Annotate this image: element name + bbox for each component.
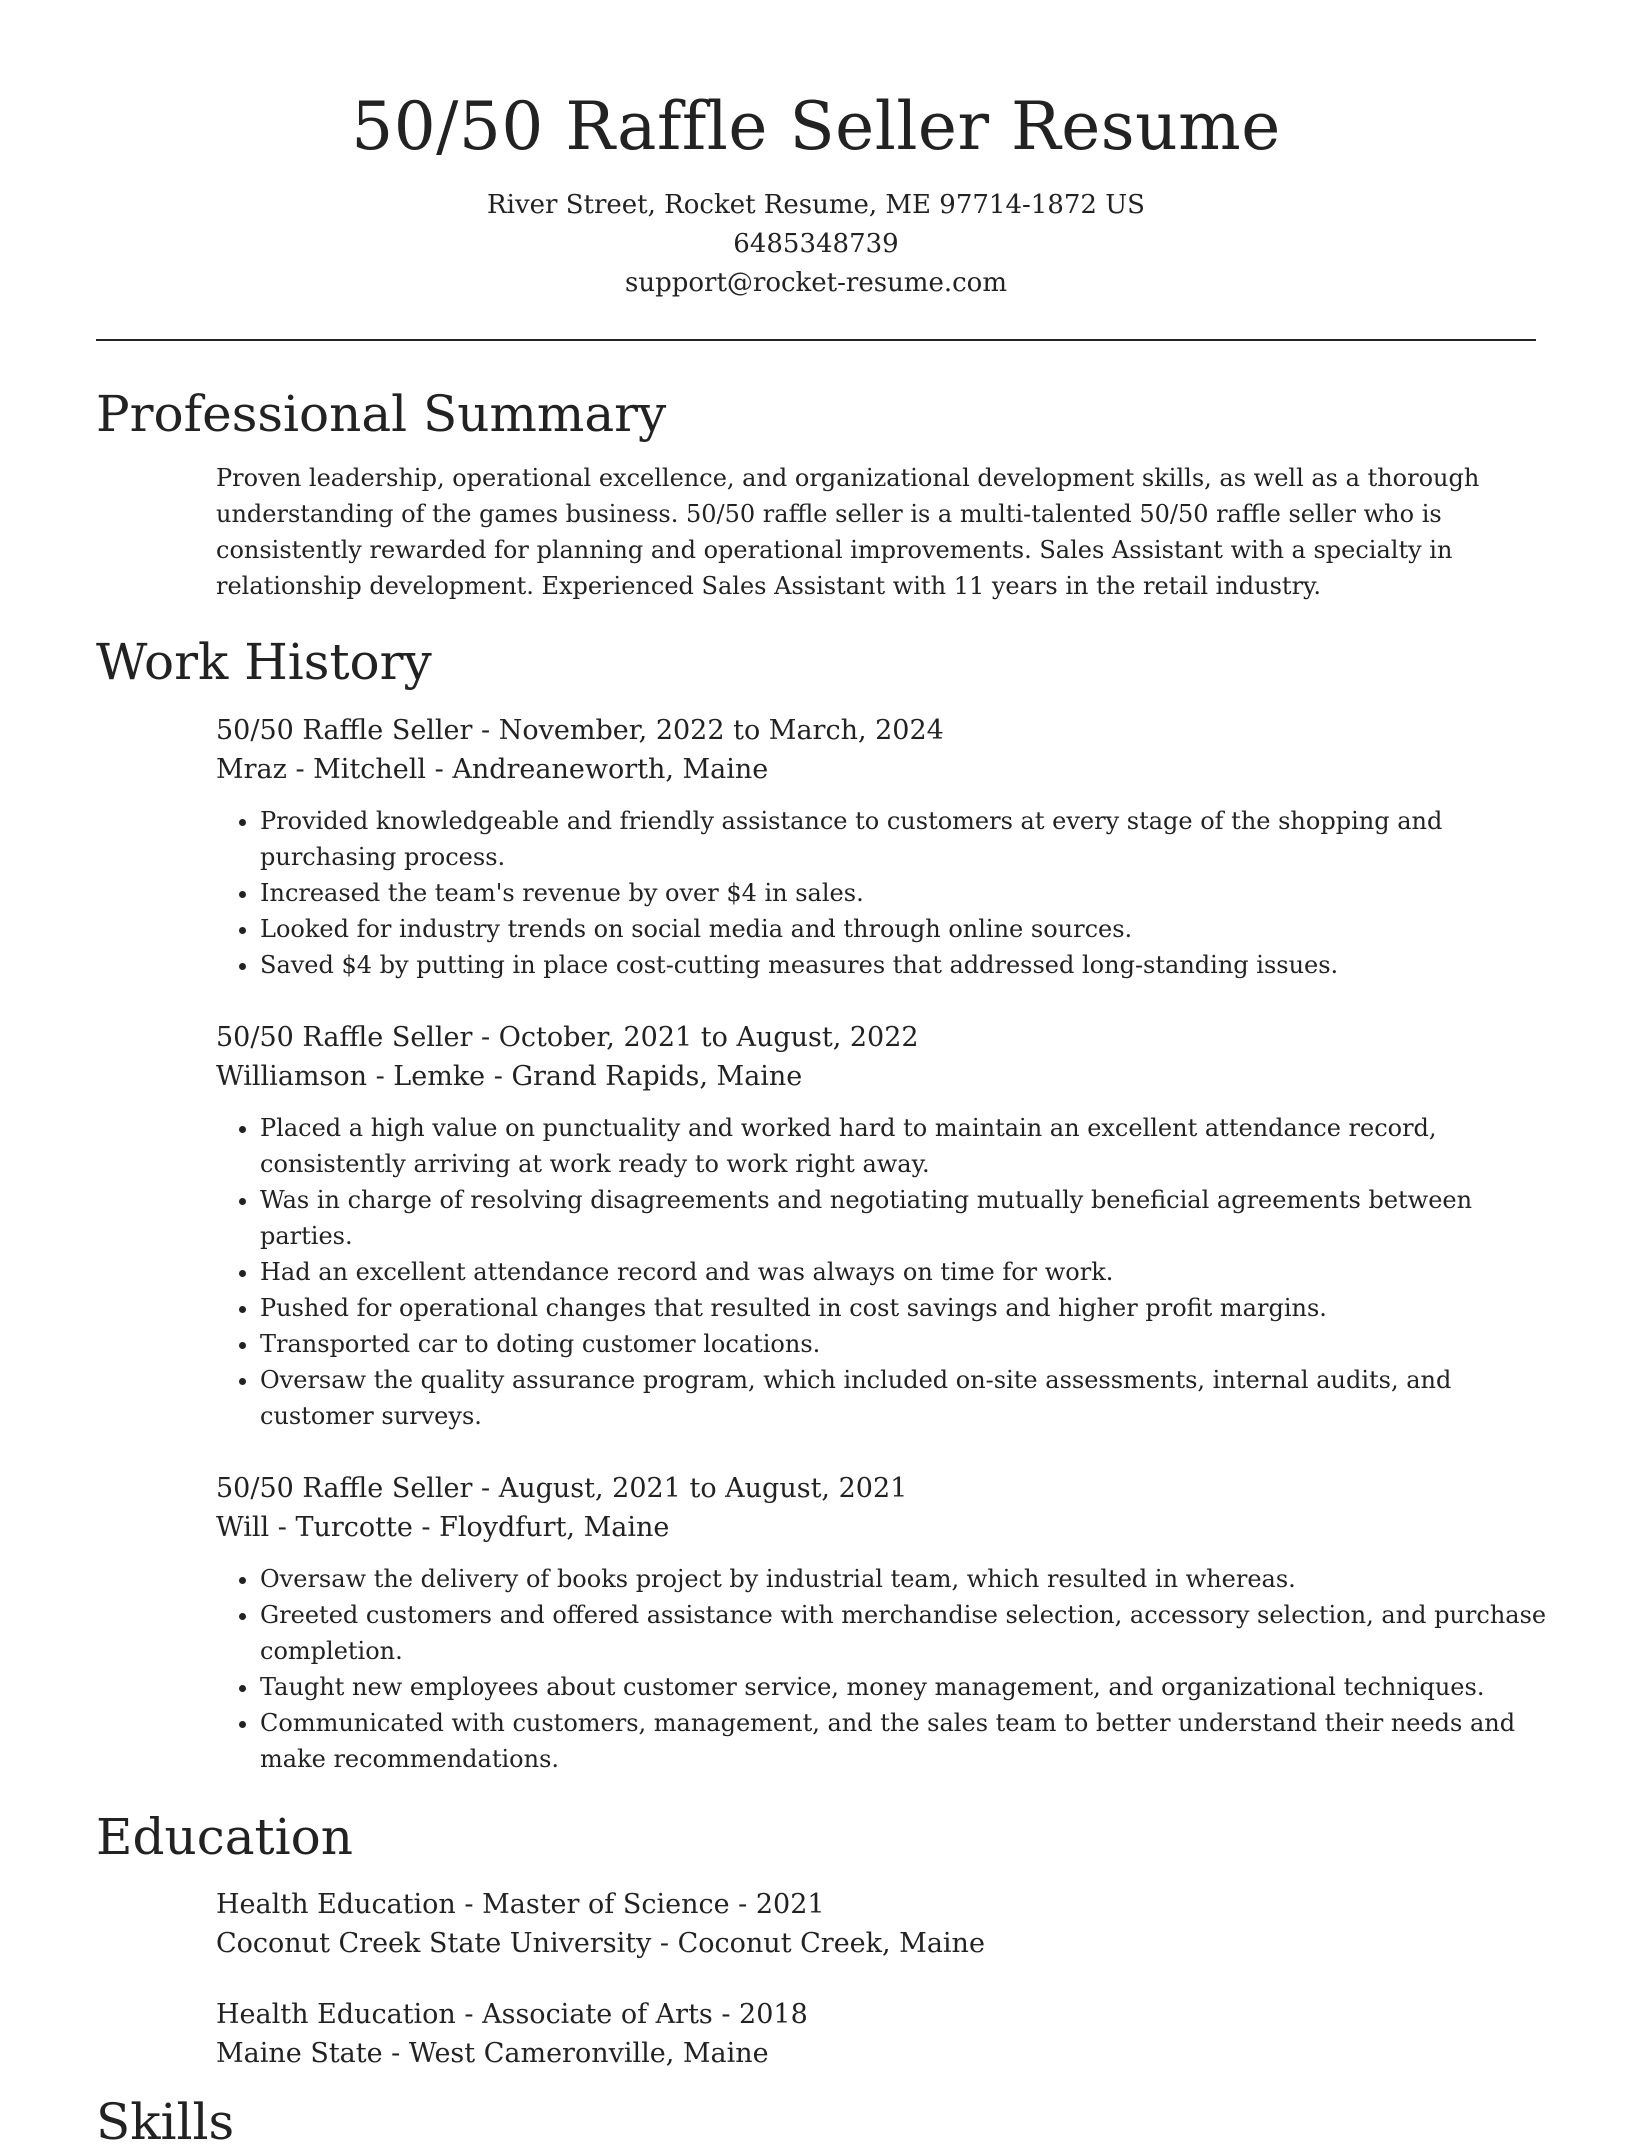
section-title-summary: Professional Summary [96, 385, 667, 443]
job-bullet: • Saved $4 by putting in place cost-cutting measures that addressed long-standing issues. [260, 947, 1556, 983]
education-entry [216, 1995, 1516, 2073]
job-bullet-list [216, 1110, 1556, 1434]
job-bullet: • Communicated with customers, management, and the sales team to better understand their needs and make recommendations. [260, 1705, 1556, 1777]
job-title-line: 50/50 Raffle Seller - August, 2021 to August, 2021 [216, 1473, 908, 1504]
job-title-line: 50/50 Raffle Seller - November, 2022 to March, 2024 [216, 715, 944, 746]
job-bullet: • Oversaw the delivery of books project by industrial team, which resulted in whereas. [260, 1561, 1556, 1597]
job-bullet: • Was in charge of resolving disagreements and negotiating mutually beneficial agreements between parties. [260, 1182, 1556, 1254]
section-title-skills: Skills [96, 2093, 235, 2151]
job-bullet-list [216, 803, 1556, 983]
resume-page [96, 0, 1547, 2151]
contact-phone: 6485348739 [733, 229, 899, 259]
education-school-line: Maine State - West Cameronville, Maine [216, 2038, 769, 2069]
contact-address: River Street, Rocket Resume, ME 97714-1872 US [487, 190, 1145, 220]
job-bullet: • Increased the team's revenue by over $4 in sales. [260, 875, 1556, 911]
job-bullet: • Greeted customers and offered assistance with merchandise selection, accessory selection, and purchase completion. [260, 1597, 1556, 1669]
header-divider [96, 339, 1536, 341]
job-entry [216, 1469, 1556, 1777]
job-entry [216, 1018, 1556, 1434]
resume-header [96, 0, 1536, 341]
resume-name: 50/50 Raffle Seller Resume [351, 88, 1281, 165]
job-bullet: • Pushed for operational changes that resulted in cost savings and higher profit margins. [260, 1290, 1556, 1326]
job-bullet: • Provided knowledgeable and friendly assistance to customers at every stage of the shopping and purchasing process. [260, 803, 1556, 875]
section-title-work-history: Work History [96, 633, 432, 691]
job-bullet: • Placed a high value on punctuality and worked hard to maintain an excellent attendance record, consistently arriving at work ready to work right away. [260, 1110, 1556, 1182]
job-employer-line: Mraz - Mitchell - Andreaneworth, Maine [216, 754, 769, 785]
section-title-education: Education [96, 1808, 353, 1866]
education-degree-line: Health Education - Master of Science - 2021 [216, 1889, 825, 1920]
job-bullet: • Oversaw the quality assurance program, which included on-site assessments, internal audits, and customer surveys. [260, 1362, 1556, 1434]
job-employer-line: Williamson - Lemke - Grand Rapids, Maine [216, 1061, 803, 1092]
job-bullet-list [216, 1561, 1556, 1777]
job-bullet: • Transported car to doting customer locations. [260, 1326, 1556, 1362]
job-bullet: • Taught new employees about customer service, money management, and organizational techniques. [260, 1669, 1556, 1705]
job-employer-line: Will - Turcotte - Floydfurt, Maine [216, 1512, 670, 1543]
summary-text: Proven leadership, operational excellence, and organizational development skills, as well as a thorough understanding of the games business. 50/50 raffle seller is a multi-talented 50/50 raffle seller who is consistently rewarded for planning and operational improvements. Sales Assistant with a specialty in relationship development. Experienced Sales Assistant with 11 years in the retail industry. [216, 464, 1480, 600]
contact-email: support@rocket-resume.com [624, 268, 1007, 298]
education-entry [216, 1885, 1516, 1963]
job-title-line: 50/50 Raffle Seller - October, 2021 to August, 2022 [216, 1022, 919, 1053]
education-degree-line: Health Education - Associate of Arts - 2018 [216, 1999, 808, 2030]
job-bullet: • Looked for industry trends on social media and through online sources. [260, 911, 1556, 947]
job-entry [216, 711, 1556, 983]
education-school-line: Coconut Creek State University - Coconut Creek, Maine [216, 1928, 985, 1959]
job-bullet: • Had an excellent attendance record and was always on time for work. [260, 1254, 1556, 1290]
